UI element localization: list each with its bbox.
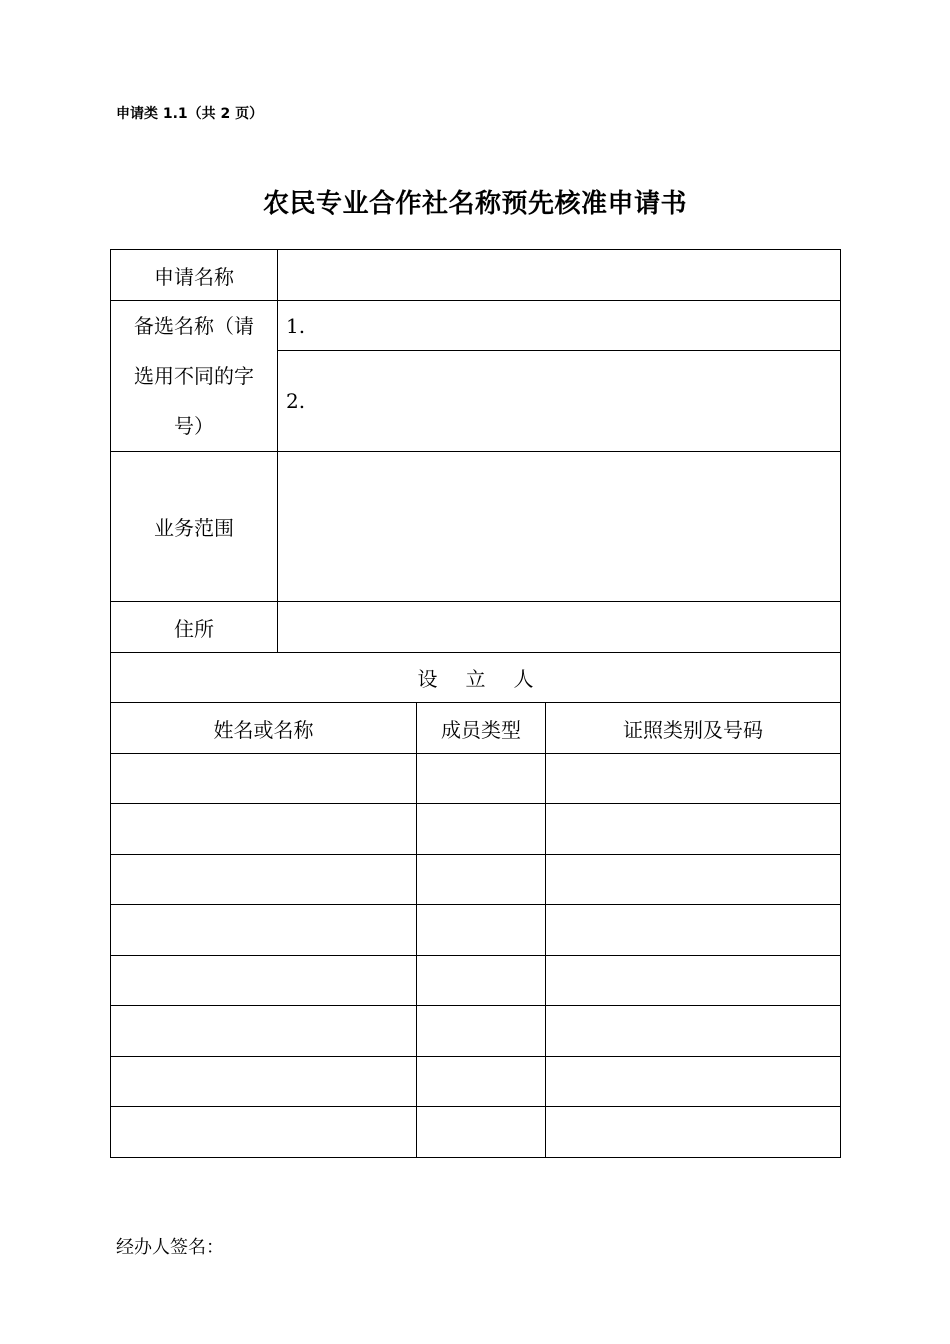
founder-member-type-cell[interactable]: [417, 1057, 546, 1107]
address-label: 住所: [111, 602, 278, 653]
table-row: [111, 855, 841, 905]
founder-name-cell[interactable]: [111, 1107, 417, 1158]
business-scope-label: 业务范围: [111, 452, 278, 602]
form-category-note: 申请类 1.1（共 2 页）: [116, 106, 264, 122]
alt-name-field-1[interactable]: [278, 301, 841, 351]
alt-name-label-line3: 号）: [174, 414, 214, 438]
founder-member-type-cell[interactable]: [417, 804, 546, 855]
founder-id-cell[interactable]: [546, 1057, 841, 1107]
col-header-member-type: 成员类型: [417, 703, 546, 754]
founder-id-cell[interactable]: [546, 754, 841, 804]
founder-name-cell[interactable]: [111, 855, 417, 905]
founder-name-cell[interactable]: [111, 804, 417, 855]
table-row: [111, 754, 841, 804]
founder-member-type-cell[interactable]: [417, 855, 546, 905]
founders-heading-char: 设: [417, 667, 438, 691]
founder-member-type-cell[interactable]: [417, 905, 546, 956]
founder-member-type-cell[interactable]: [417, 1107, 546, 1158]
founder-id-cell[interactable]: [546, 1107, 841, 1158]
founder-id-cell[interactable]: [546, 855, 841, 905]
founders-heading-char: 立: [465, 667, 486, 691]
founder-name-cell[interactable]: [111, 956, 417, 1006]
table-row: [111, 1057, 841, 1107]
founder-name-cell[interactable]: [111, 754, 417, 804]
founder-id-cell[interactable]: [546, 905, 841, 956]
business-scope-field[interactable]: [278, 452, 841, 602]
table-row: [111, 905, 841, 956]
alt-name-field-2[interactable]: [278, 351, 841, 452]
founder-member-type-cell[interactable]: [417, 1006, 546, 1057]
col-header-name: 姓名或名称: [111, 703, 417, 754]
apply-name-field[interactable]: [278, 250, 841, 301]
founder-member-type-cell[interactable]: [417, 754, 546, 804]
table-row: [111, 804, 841, 855]
alt-name-label: [111, 301, 278, 452]
alt-name-1-number: 1.: [286, 313, 306, 338]
founder-name-cell[interactable]: [111, 905, 417, 956]
founder-id-cell[interactable]: [546, 956, 841, 1006]
founders-heading-char: 人: [513, 667, 534, 691]
alt-name-label-line1: 备选名称（请: [134, 314, 254, 338]
apply-name-label: 申请名称: [111, 250, 278, 301]
agent-signature-label: 经办人签名：: [116, 1237, 224, 1258]
table-row: [111, 956, 841, 1006]
table-row: [111, 1107, 841, 1158]
founder-name-cell[interactable]: [111, 1006, 417, 1057]
founders-heading: [111, 653, 841, 703]
col-header-id: 证照类别及号码: [546, 703, 841, 754]
alt-name-label-line2: 选用不同的字: [134, 364, 254, 388]
address-field[interactable]: [278, 602, 841, 653]
founder-member-type-cell[interactable]: [417, 956, 546, 1006]
application-form-table: [110, 249, 841, 1158]
founder-name-cell[interactable]: [111, 1057, 417, 1107]
founder-id-cell[interactable]: [546, 1006, 841, 1057]
alt-name-2-number: 2.: [286, 389, 306, 414]
document-title: 农民专业合作社名称预先核准申请书: [262, 189, 687, 219]
founder-id-cell[interactable]: [546, 804, 841, 855]
table-row: [111, 1006, 841, 1057]
